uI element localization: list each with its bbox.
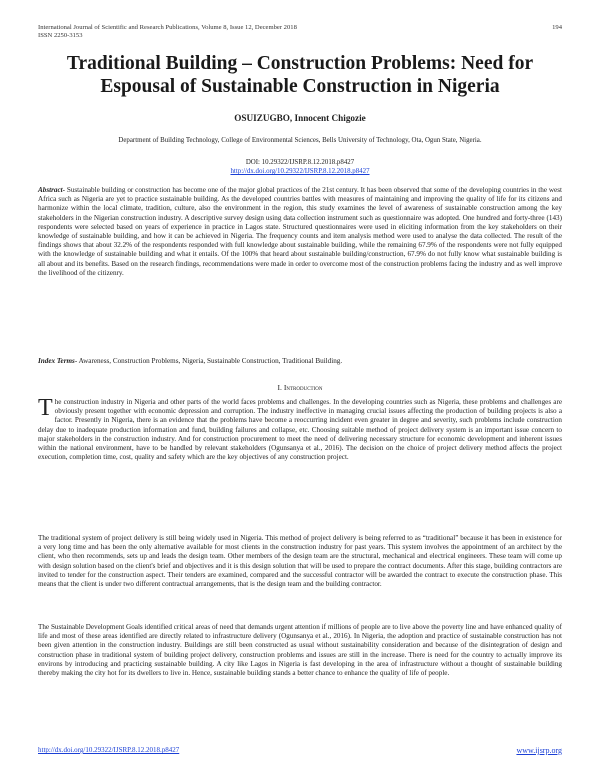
footer-site-link[interactable]: www.ijsrp.org	[516, 746, 562, 755]
abstract	[38, 186, 562, 278]
index-terms-text: - Awareness, Construction Problems, Nigeria, Sustainable Construction, Traditional Building.	[74, 357, 343, 365]
abstract-text: Sustainable building or construction has become one of the major global practices of the 21st century. It has been observed that some of the developing countries in the west Africa such as Nigeria are yet to practice sustainable building. As the developed countries battles with measures of maintaining and improving the quality of life for its citizens and harmonize within the local climate, tradition, culture, also the environment in the region, this study examines the level of awareness of sustainable construction among the key stakeholders in the Nigerian construction industry. A descriptive survey design using data collection instrument such as questionnaire was adopted. One hundred and forty-three (143) respondents were selected based on years of experience in practice in Lagos state. Structured questionnaires were used in eliciting information from the key stakeholders on their knowledge of sustainable building, and how it can be achieved in Nigeria. The frequency counts and item analysis method were used to analyse the data collected. The result of the findings shows that about 32.2% of the respondents responded with full knowledge about sustainable building, while the remaining 67.9% of the respondents were not fully equipped with the knowledge of sustainable building and what it entails. Of the 100% that heard about sustainable building/construction, 67.9% do not fully know what sustainable building is all about and its benefits. Based on the research findings, recommendations were made in order to overcome most of the construction problems facing the industry and as well improve the livelihood of the citizenry.	[38, 186, 562, 277]
doi-link[interactable]: http://dx.doi.org/10.29322/IJSRP.8.12.2018.p8427	[230, 168, 370, 175]
intro-paragraph-1	[38, 395, 562, 462]
intro-paragraph-3: The Sustainable Development Goals identified critical areas of need that demands urgent attention if millions of people are to live above the poverty line and have enhanced quality of life and most of these areas identified are directly related to infrastructure delivery (Ogunsanya et al., 2016). In Nigeria, the adoption and practice of sustainable construction has not been given attention in the construction industry. Buildings are still been constructed as usual without sustainability consideration and because of the disintegration of design and construction phase in traditional system of building project delivery, construction problems and issues are still in the increase. There is need for the country to actually improve its environs by introducing and practicing sustainable building. A city like Lagos in Nigeria is fast developing in the area of infrastructure without a thought of sustainable building thereby making the city hot for its dwellers to live in. Hence, sustainable building stands a better chance to enhance the quality of life of people.	[38, 623, 562, 678]
section-title: Introduction	[283, 383, 323, 392]
issn: ISSN 2250-3153	[38, 32, 83, 40]
journal-name: International Journal of Scientific and Research Publications, Volume 8, Issue 12, December 2018	[38, 24, 297, 31]
drop-cap: T	[38, 395, 53, 421]
intro-paragraph-2: The traditional system of project delivery is still being widely used in Nigeria. This method of project delivery is being referred to as “traditional” because it has been in existence for a very long time and has been the only alternative available for most clients in the construction industry for past years. This system involves the appointment of an architect by the client, who then recommends, sets up and leads the design team. Other members of the design team are the structural, mechanical and electrical engineers. These team will come up with design solution based on the client's brief and objectives and it is this design solution that will be used to prepare the contract documents. After this stage, building contractors are invited to tender for the construction aspect. Their tenders are examined, compared and the successful contractor will be awarded the contract to execute the construction phase. This means that the client is under two different contractual arrangements, that is the design team and the building contractor.	[38, 534, 562, 589]
abstract-label: Abstract-	[38, 186, 65, 194]
index-terms-label: Index Terms	[38, 357, 75, 365]
doi-block	[30, 158, 570, 176]
footer-doi-link[interactable]: http://dx.doi.org/10.29322/IJSRP.8.12.2018.p8427	[38, 746, 180, 754]
index-terms	[38, 357, 562, 366]
author-name: OSUIZUGBO, Innocent Chigozie	[234, 113, 366, 123]
section-number: I.	[277, 383, 282, 392]
doi-text: DOI: 10.29322/IJSRP.8.12.2018.p8427	[245, 159, 355, 166]
intro-p1-text: he construction industry in Nigeria and other parts of the world faces problems and challenges. In the developing countries such as Nigeria, these problems and challenges are obviously present together with economic depression and corruption. The industry ineffective in managing crucial issues affecting the production of building projects is also a factor. Presently in Nigeria, there is an evidence that the problems have become a reoccurring incident even greater in degree and severity, such problems include construction delay due to inadequate production information and fund, building failures and collapse, etc. Choosing suitable method of project delivery system is an important issue concern to major stakeholders in the construction industry. And for construction procurement to meet the need of delivering necessary structure for economic development and inherent issues within the national environment, have to be handled by relevant stakeholders (Ogunsanya et al., 2016). The decision on the choice of project delivery method affects the project execution, completion time, cost, quality and safety which are the key objectives of any construction project.	[38, 398, 562, 462]
paper-title: Traditional Building – Construction Problems: Need for Espousal of Sustainable Construction in Nigeria	[66, 53, 534, 97]
affiliation: Department of Building Technology, College of Environmental Sciences, Bells University of Technology, Ota, Ogun State, Nigeria.	[118, 137, 482, 144]
section-heading	[38, 383, 562, 392]
page-number: 194	[552, 24, 562, 31]
running-header	[38, 24, 562, 41]
